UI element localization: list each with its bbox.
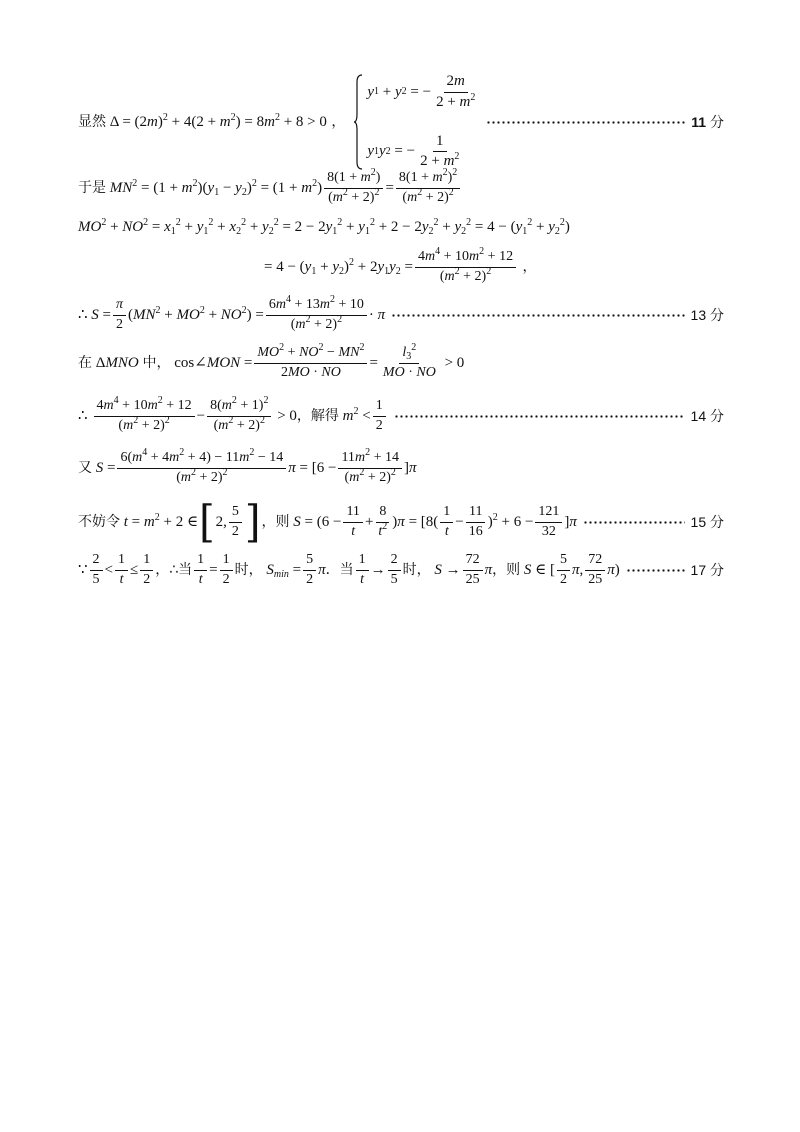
system-brace bbox=[353, 83, 363, 161]
score-17: 17 分 bbox=[690, 561, 724, 579]
score-14: 14 分 bbox=[690, 407, 724, 425]
line-s-rewrite: 又 S = $\frac{6(m^4 + 4m^2 + 4) - 11m^2 - 14}{(m^2 + 2)^2}$ π = [6 − $\frac{11m^2 + 14}{(m^2 + 2)^2}$ ]π bbox=[78, 446, 417, 485]
vieta-system bbox=[367, 74, 480, 170]
line-discriminant: 显然 $\Delta = (2m)^2 + 4(2 + m^2) = 8m^2 + 8 > 0$ ， y 1 + y 2 = − $\frac{2m}{2 + m^2}$ y 1 y 2 = − $\frac{1}{2 + m^2}$ 11 分 bbox=[78, 73, 724, 170]
line-cosine: 在 ΔMNO 中， cos∠MON = $\frac{MO^2 + NO^2 - MN^2}{2MO \cdot NO}$ = $\frac{l_3^2}{MO \cdot NO}$ > 0 bbox=[78, 341, 465, 380]
vieta-sum: y 1 + y 2 = − $\frac{2m}{2 + m^2}$ bbox=[367, 73, 476, 110]
score-11: 11 分 bbox=[691, 113, 724, 131]
score-15: 15 分 bbox=[690, 513, 724, 531]
formula-discriminant: $\Delta = (2m)^2 + 4(2 + m^2) = 8m^2 + 8 > 0$ bbox=[106, 111, 327, 130]
line-mo-no-sum bbox=[78, 216, 724, 238]
dot-leader bbox=[391, 314, 684, 317]
line-mn-squared: 于是 $MN^2 = (1 + m^2)(y_1 - y_2)^2 = (1 + m^2)$ $\frac{8(1 + m^2)}{(m^2 + 2)^2}$ = $\frac{8(1 + m^2)^2}{(m^2 + 2)^2}$ bbox=[78, 168, 724, 208]
dot-leader bbox=[583, 521, 685, 524]
dot-leader bbox=[394, 415, 685, 418]
score-13: 13 分 bbox=[690, 306, 724, 324]
dot-leader bbox=[626, 569, 685, 572]
line-prefix: 显然 bbox=[78, 114, 106, 130]
line-inequality: ∴ $\frac{4m^4 + 10m^2 + 12}{(m^2 + 2)^2}$ − $\frac{8(m^2 + 1)^2}{(m^2 + 2)^2}$ > 0 ，解得 $m^2$ < $\frac{1}{2}$ 14 分 bbox=[78, 394, 724, 433]
formula-mn2: $MN^2 = (1 + m^2)(y_1 - y_2)^2 = (1 + m^2)$ bbox=[109, 177, 323, 198]
dot-leader bbox=[486, 121, 685, 124]
line-mo-no-result: = $4 - (y_1 + y_2)^2 + 2y_1y_2$ = $\frac{4m^4 + 10m^2 + 12}{(m^2 + 2)^2}$ ， bbox=[264, 245, 537, 284]
line-substitution: 不妨令 $t = m^2 + 2$ ∈ [ 2, $\frac{5}{2}$ ] ，则 S = (6 − $\frac{11}{t}$ + $\frac{8}{t^2}$ )π = [8( $\frac{1}{t}$ − $\frac{11}{16}$ )$^2$ + 6 − $\frac{121}{32}$ ]π 15 分 bbox=[78, 496, 724, 548]
line-range: ∵ $\frac{2}{5}$ < $\frac{1}{t}$ ≤ $\frac{1}{2}$ ，∴当 $\frac{1}{t}$ = $\frac{1}{2}$ 时， $S_{min}$ = $\frac{5}{2}$ π ．当 $\frac{1}{t}$ → $\frac{2}{5}$ 时， S → $\frac{72}{25}$ π ，则 S ∈ [ $\frac{5}{2}$ π, $\frac{72}{25}$ π) 17 分 bbox=[78, 551, 724, 587]
line-area-s: ∴ S = $\frac{\pi}{2}$ $(MN^2 + MO^2 + NO^2)$ = $\frac{6m^4 + 13m^2 + 10}{(m^2 + 2)^2}$ · π 13 分 bbox=[78, 293, 724, 332]
formula-mo2-no2: $MO^2 + NO^2 = x_1^2 + y_1^2 + x_2^2 + y_2^2 = 2 - 2y_1^2 + y_1^2 + 2 - 2y_2^2 + y_2^2 = 4 - (y_1^2 + y_2^2)$ bbox=[78, 216, 570, 237]
vieta-product: y 1 y 2 = − $\frac{1}{2 + m^2}$ bbox=[367, 132, 460, 170]
